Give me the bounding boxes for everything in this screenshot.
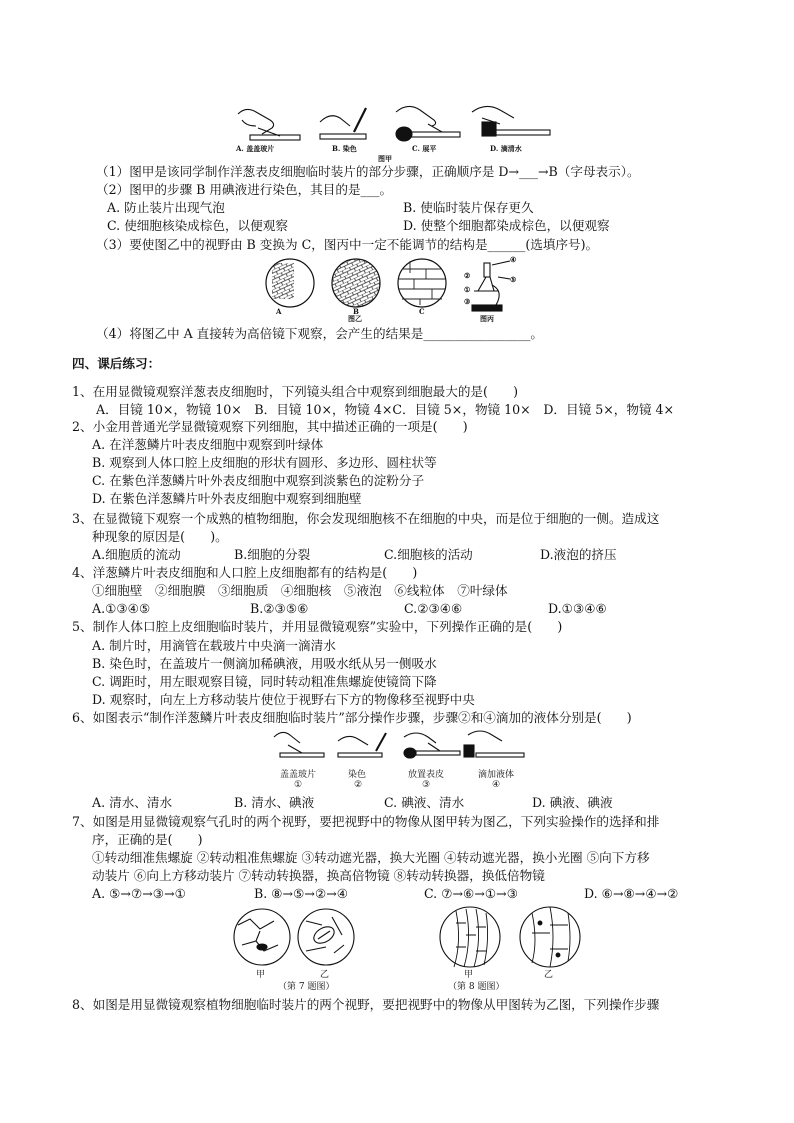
q5-option-b: B. 染色时，在盖玻片一侧滴加稀碘液，用吸水纸从另一侧吸水 bbox=[92, 656, 437, 671]
q-top-1: （1）图甲是该同学制作洋葱表皮细胞临时装片的部分步骤，正确顺序是 D→___→B（字母表示）。 bbox=[96, 164, 640, 179]
caption-c: C. 展平 bbox=[412, 144, 437, 153]
q7-stem-1: 7、如图是用显微镜观察气孔时的两个视野，要把视野中的物像从图甲转为图乙，下列实验操作的选择和排 bbox=[72, 814, 660, 829]
figure-yi-bing bbox=[262, 255, 524, 321]
q8-yi-label: 乙 bbox=[544, 970, 554, 980]
q6-option-a: A. 清水、清水 bbox=[92, 795, 173, 810]
q8-stem: 8、如图是用显微镜观察植物细胞临时装片的两个视野，要把视野中的物像从甲图转为乙图，下列操作步骤 bbox=[72, 997, 660, 1012]
q7-stem-2: 序，正确的是( ) bbox=[92, 832, 203, 847]
q-top-2-option-c: C. 使细胞核染成棕色，以便观察 bbox=[107, 218, 288, 233]
q-top-2-option-b: B. 使临时装片保存更久 bbox=[403, 200, 534, 215]
q3-option-a: A.细胞质的流动 bbox=[92, 547, 181, 562]
q7-jia-label: 甲 bbox=[256, 970, 266, 980]
microscope-part-5: ⑤ bbox=[510, 275, 517, 284]
q6-num-1: ① bbox=[294, 780, 303, 790]
q5-option-c: C. 调距时，用左眼观察目镜，同时转动粗准焦螺旋使镜筒下降 bbox=[92, 674, 437, 689]
q-top-2: （2）图甲的步骤 B 用碘液进行染色，其目的是___。 bbox=[96, 182, 393, 197]
q2-option-d: D. 在紫色洋葱鳞片叶外表皮细胞中观察到细胞壁 bbox=[92, 491, 362, 506]
microscope-part-3: ③ bbox=[464, 297, 471, 306]
q2-option-a: A. 在洋葱鳞片叶表皮细胞中观察到叶绿体 bbox=[92, 437, 324, 452]
q7-yi-label: 乙 bbox=[320, 970, 330, 980]
figure-q6-drawing bbox=[268, 727, 530, 767]
q7-option-b: B. ⑧→⑤→②→④ bbox=[254, 886, 349, 901]
q1-stem: 1、在用显微镜观察洋葱表皮细胞时，下列镜头组合中观察到细胞最大的是( ) bbox=[72, 384, 519, 399]
figure-yi-title: 图乙 bbox=[348, 314, 362, 323]
q2-option-c: C. 在紫色洋葱鳞片叶外表皮细胞中观察到淡紫色的淀粉分子 bbox=[92, 473, 425, 488]
q1-options: A．目镜 10×，物镜 10× B．目镜 10×，物镜 4×C．目镜 5×，物镜 10× D．目镜 5×，物镜 4× bbox=[96, 402, 675, 417]
q-top-2-option-d: D. 使整个细胞都染成棕色，以便观察 bbox=[403, 218, 610, 233]
view-c-label: C bbox=[419, 307, 425, 316]
q7-option-a: A. ⑤→⑦→③→① bbox=[92, 886, 186, 901]
q6-option-c: C. 碘液、清水 bbox=[384, 795, 465, 810]
q2-option-b: B. 观察到人体口腔上皮细胞的形状有圆形、多边形、圆柱状等 bbox=[92, 455, 437, 470]
q-top-4: （4）将图乙中 A 直接转为高倍镜下观察，会产生的结果是_________________。 bbox=[96, 326, 544, 341]
caption-d: D. 滴清水 bbox=[490, 144, 522, 153]
figure-bing-title: 图丙 bbox=[480, 314, 494, 323]
q4-option-d: D.①③④⑥ bbox=[548, 601, 607, 616]
q2-stem: 2、小金用普通光学显微镜观察下列细胞，其中描述正确的一项是( ) bbox=[72, 419, 468, 434]
q6-option-d: D. 碘液、碘液 bbox=[532, 795, 613, 810]
q6-caption-3: 放置表皮 bbox=[408, 770, 445, 780]
caption-a: A. 盖盖玻片 bbox=[236, 144, 275, 153]
q6-option-b: B. 清水、碘液 bbox=[234, 795, 315, 810]
q7-figure-caption: （第 7 题图） bbox=[278, 982, 335, 992]
q6-caption-2: 染色 bbox=[348, 770, 367, 780]
q6-caption-4: 滴加液体 bbox=[478, 770, 515, 780]
view-b-label: B bbox=[353, 307, 359, 316]
q3-stem-1: 3、在显微镜下观察一个成熟的植物细胞，你会发现细胞核不在细胞的中央，而是位于细胞的一侧。造成这 bbox=[72, 511, 660, 526]
figure-q6 bbox=[268, 727, 530, 795]
q6-num-4: ④ bbox=[492, 780, 501, 790]
q6-caption-1: 盖盖玻片 bbox=[280, 770, 317, 780]
q7-option-c: C. ⑦→⑥→①→③ bbox=[424, 886, 519, 901]
q4-option-a: A.①③④⑤ bbox=[92, 601, 151, 616]
q3-stem-2: 种现象的原因是( )。 bbox=[92, 529, 228, 544]
q6-num-2: ② bbox=[354, 780, 363, 790]
figure-jia bbox=[228, 94, 558, 163]
q4-option-c: C.②③④⑥ bbox=[404, 601, 463, 616]
q7-items-1: ①转动细准焦螺旋 ②转动粗准焦螺旋 ③转动遮光器，换大光圈 ④转动遮光器，换小光圈 ⑤向下方移 bbox=[92, 850, 650, 865]
q4-option-b: B.②③⑤⑥ bbox=[250, 601, 309, 616]
q4-stem: 4、洋葱鳞片叶表皮细胞和人口腔上皮细胞都有的结构是( ) bbox=[72, 565, 418, 580]
section-title: 四、课后练习： bbox=[72, 356, 161, 371]
q3-option-d: D.液泡的挤压 bbox=[540, 547, 617, 562]
q7-items-2: 动装片 ⑥向上方移动装片 ⑦转动转换器，换高倍物镜 ⑧转动转换器，换低倍物镜 bbox=[92, 868, 545, 883]
view-a-label: A bbox=[276, 307, 282, 316]
microscope-part-1: ① bbox=[464, 285, 471, 294]
q3-option-c: C.细胞核的活动 bbox=[384, 547, 473, 562]
figure-yi-bing-drawing bbox=[262, 255, 524, 321]
microscope-part-2: ② bbox=[464, 271, 471, 280]
q4-items: ①细胞壁 ②细胞膜 ③细胞质 ④细胞核 ⑤液泡 ⑥线粒体 ⑦叶绿体 bbox=[92, 583, 508, 598]
q6-stem: 6、如图表示“制作洋葱鳞片叶表皮细胞临时装片”部分操作步骤，步骤②和④滴加的液体分别是( ) bbox=[72, 710, 632, 725]
microscope-part-4: ④ bbox=[510, 255, 517, 264]
q5-option-d: D. 观察时，向左上方移动装片使位于视野右下方的物像移至视野中央 bbox=[92, 692, 475, 707]
q8-jia-label: 甲 bbox=[464, 970, 474, 980]
q5-option-a: A. 制片时，用滴管在载玻片中央滴一滴清水 bbox=[92, 638, 336, 653]
q-top-3: （3）要使图乙中的视野由 B 变换为 C，图丙中一定不能调节的结构是______(选填序号)。 bbox=[96, 237, 599, 252]
q8-figure-caption: （第 8 题图） bbox=[448, 982, 505, 992]
q-top-2-option-a: A. 防止装片出现气泡 bbox=[107, 200, 225, 215]
caption-b: B. 染色 bbox=[332, 144, 357, 153]
figure-q7-q8 bbox=[220, 903, 590, 995]
q5-stem: 5、制作人体口腔上皮细胞临时装片，并用显微镜观察”实验中，下列操作正确的是( ) bbox=[72, 619, 563, 634]
q6-num-3: ③ bbox=[422, 780, 431, 790]
figure-q7-q8-drawing bbox=[220, 903, 590, 973]
figure-jia-title: 图甲 bbox=[378, 154, 392, 163]
q3-option-b: B.细胞的分裂 bbox=[234, 547, 311, 562]
q7-option-d: D. ⑥→⑧→④→② bbox=[584, 886, 679, 901]
